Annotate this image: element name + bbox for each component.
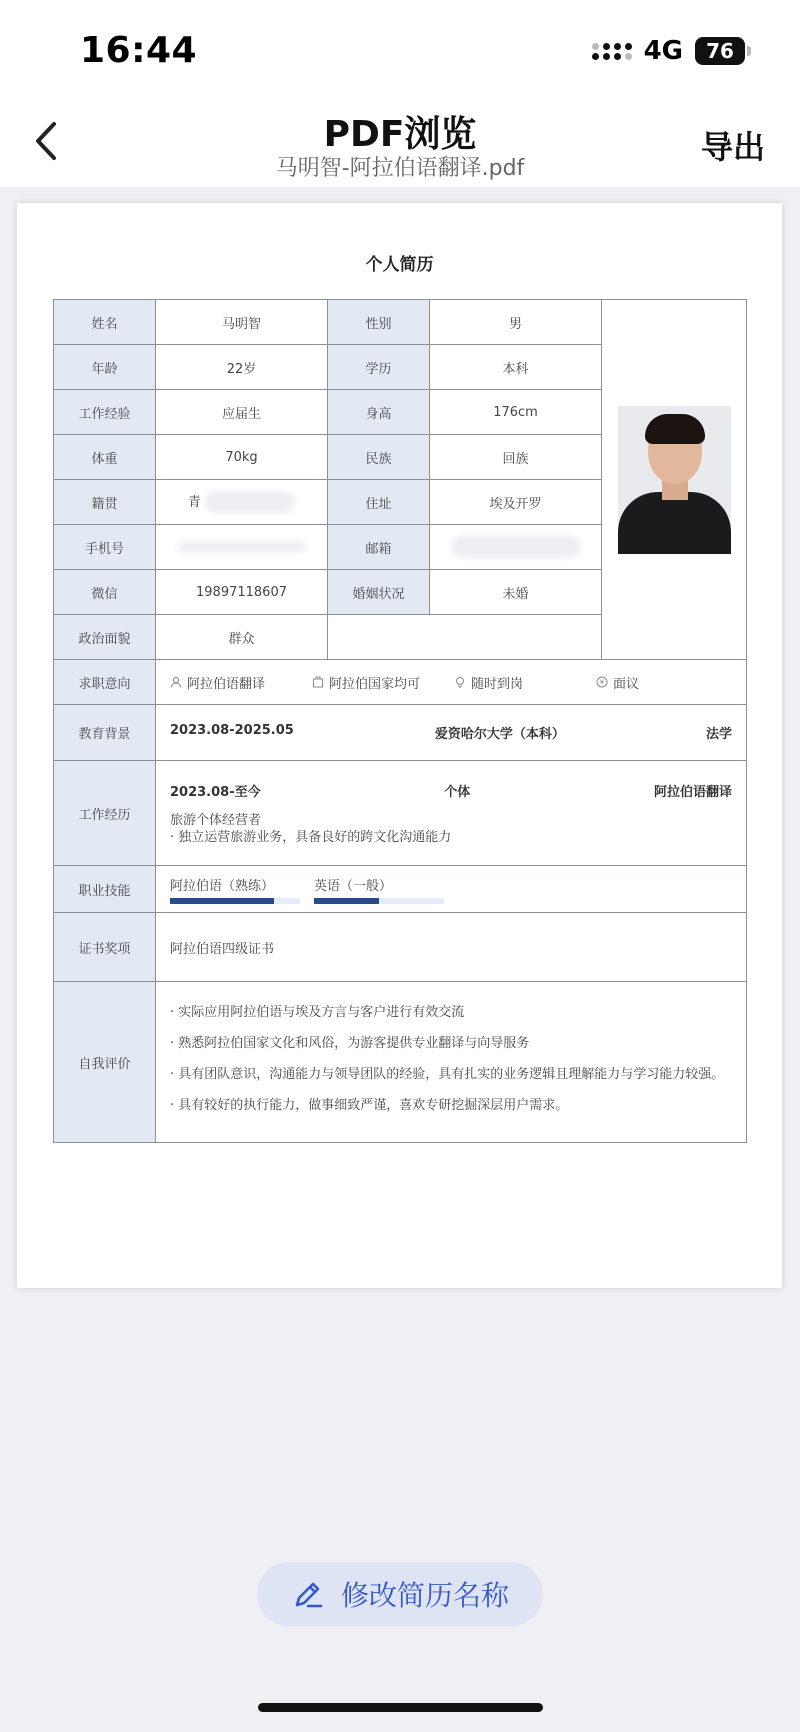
svg-text:¥: ¥: [599, 678, 605, 687]
top-bar: [0, 0, 800, 187]
height-label: 身高: [328, 390, 430, 435]
status-indicators: [592, 36, 745, 66]
rename-resume-button[interactable]: [257, 1562, 543, 1626]
work-values: [156, 761, 747, 866]
skill-name: 英语（一般）: [314, 878, 393, 894]
file-name: 马明智-阿拉伯语翻译.pdf: [275, 156, 525, 181]
skill-bar: [170, 898, 300, 904]
resume-title: 个人简历: [365, 255, 434, 275]
education-label: 学历: [328, 345, 430, 390]
redacted-blur: [451, 536, 581, 558]
battery-icon: 76: [695, 37, 745, 65]
email-value: [430, 525, 602, 570]
intent-availability: 随时到岗: [471, 676, 524, 692]
address-value: 埃及开罗: [430, 480, 602, 525]
experience-value: 应届生: [156, 390, 328, 435]
resume-table: [53, 299, 747, 1143]
signal-icon: [592, 43, 632, 60]
intent-location: 阿拉伯国家均可: [329, 676, 421, 692]
weight-value: 70kg: [156, 435, 328, 480]
gender-value: 男: [430, 300, 602, 345]
skill-item: [314, 875, 444, 904]
page-title: PDF浏览: [323, 114, 477, 155]
skill-bar-fill: [170, 898, 274, 904]
home-indicator: [258, 1703, 543, 1712]
skills-label: 职业技能: [54, 866, 156, 913]
building-icon: [312, 676, 324, 688]
intent-position: 阿拉伯语翻译: [187, 676, 266, 692]
work-role: 阿拉伯语翻译: [653, 784, 732, 800]
skill-bar-fill: [314, 898, 379, 904]
name-value: 马明智: [156, 300, 328, 345]
political-value: 群众: [156, 615, 328, 660]
redacted-blur: [177, 542, 307, 552]
skills-values: [156, 866, 747, 913]
edu-school: 爱资哈尔大学（本科）: [434, 727, 565, 742]
work-line-2: · 独立运营旅游业务，具备良好的跨文化沟通能力: [170, 829, 452, 845]
person-icon: [170, 676, 182, 688]
origin-text: 青: [187, 494, 201, 510]
rename-resume-label: 修改简历名称: [340, 1579, 509, 1612]
gender-label: 性别: [328, 300, 430, 345]
intent-values: [156, 660, 747, 705]
location-pin-icon: [454, 676, 466, 688]
age-label: 年龄: [54, 345, 156, 390]
marital-value: 未婚: [430, 570, 602, 615]
edu-period: 2023.08-2025.05: [170, 723, 294, 738]
certs-value: 阿拉伯语四级证书: [156, 913, 747, 982]
network-label: 4G: [643, 36, 683, 66]
photo-cell: [602, 300, 747, 660]
origin-label: 籍贯: [54, 480, 156, 525]
edu-values: [156, 705, 747, 761]
phone-label: 手机号: [54, 525, 156, 570]
edu-major: 法学: [705, 727, 732, 742]
self-eval-item: · 实际应用阿拉伯语与埃及方言与客户进行有效交流: [170, 1005, 465, 1020]
ethnicity-label: 民族: [328, 435, 430, 480]
intent-salary: 面议: [613, 676, 640, 692]
work-period: 2023.08-至今: [170, 784, 261, 800]
address-label: 住址: [328, 480, 430, 525]
name-label: 姓名: [54, 300, 156, 345]
self-eval-item: · 具有较好的执行能力，做事细致严谨，喜欢专研挖掘深层用户需求。: [170, 1098, 569, 1113]
education-value: 本科: [430, 345, 602, 390]
political-label: 政治面貌: [54, 615, 156, 660]
self-eval-values: [156, 982, 747, 1143]
age-value: 22岁: [156, 345, 328, 390]
work-line-1: 旅游个体经营者: [170, 812, 262, 828]
experience-label: 工作经验: [54, 390, 156, 435]
ethnicity-value: 回族: [430, 435, 602, 480]
work-label: 工作经历: [54, 761, 156, 866]
edu-label: 教育背景: [54, 705, 156, 761]
marital-label: 婚姻状况: [328, 570, 430, 615]
pencil-icon: [291, 1577, 325, 1611]
pdf-page: [17, 203, 782, 1288]
wechat-value: 19897118607: [156, 570, 328, 615]
self-eval-item: · 熟悉阿拉伯国家文化和风俗，为游客提供专业翻译与向导服务: [170, 1036, 530, 1051]
yen-icon: [596, 676, 608, 688]
export-button[interactable]: 导出: [700, 128, 765, 166]
email-label: 邮箱: [328, 525, 430, 570]
skill-name: 阿拉伯语（熟练）: [170, 878, 275, 894]
empty-cell: [328, 615, 602, 660]
origin-value: [156, 480, 328, 525]
redacted-blur: [205, 491, 295, 513]
status-time: 16:44: [80, 30, 198, 71]
work-company: 个体: [444, 784, 471, 800]
wechat-label: 微信: [54, 570, 156, 615]
weight-label: 体重: [54, 435, 156, 480]
self-eval-label: 自我评价: [54, 982, 156, 1143]
avatar: [618, 406, 731, 554]
self-eval-item: · 具有团队意识，沟通能力与领导团队的经验，具有扎实的业务逻辑且理解能力与学习能力较强。: [170, 1067, 725, 1082]
phone-value: [156, 525, 328, 570]
skill-bar: [314, 898, 444, 904]
height-value: 176cm: [430, 390, 602, 435]
certs-label: 证书奖项: [54, 913, 156, 982]
skill-item: [170, 875, 300, 904]
intent-label: 求职意向: [54, 660, 156, 705]
